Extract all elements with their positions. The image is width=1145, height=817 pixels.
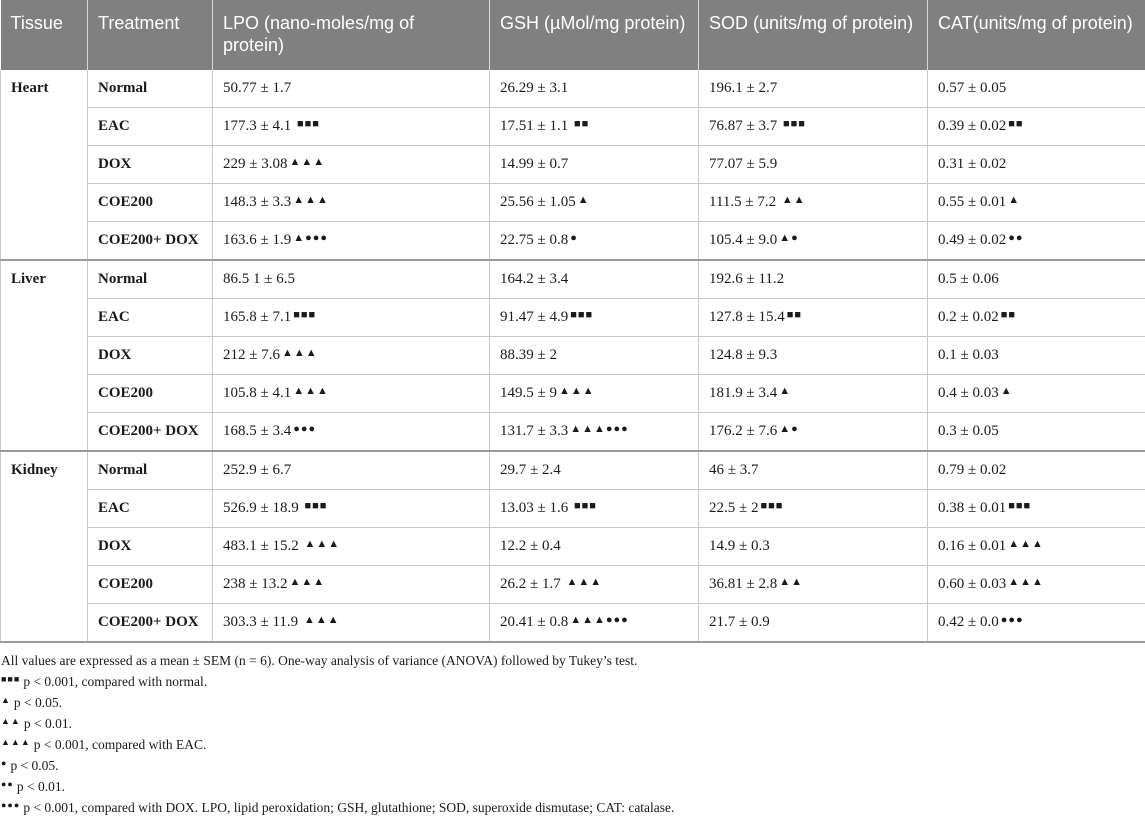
table-row bbox=[1, 222, 1145, 261]
value-cell bbox=[928, 604, 1145, 643]
footnote-marker: ■■■ bbox=[1, 674, 21, 684]
value-cell bbox=[928, 108, 1145, 146]
value-text: 229 ± 3.08 bbox=[223, 156, 288, 172]
value-cell bbox=[213, 222, 490, 261]
tissue-cell: Liver bbox=[1, 260, 88, 451]
value-cell bbox=[928, 375, 1145, 413]
value-cell bbox=[699, 184, 928, 222]
value-text: 22.75 ± 0.8 bbox=[500, 232, 569, 248]
value-cell bbox=[213, 490, 490, 528]
table-row bbox=[1, 451, 1145, 490]
significance-marker: ●●● bbox=[293, 423, 317, 435]
significance-marker: ■■■ bbox=[573, 500, 597, 512]
significance-marker: ■■■ bbox=[570, 309, 594, 321]
footnote-line bbox=[1, 691, 1145, 712]
footnote-marker: ●● bbox=[1, 779, 14, 789]
significance-marker: ▲▲▲ bbox=[304, 538, 341, 550]
value-text: 164.2 ± 3.4 bbox=[500, 271, 569, 287]
significance-marker: ▲▲▲ bbox=[303, 614, 340, 626]
value-cell bbox=[490, 413, 699, 452]
significance-marker: ▲▲▲ bbox=[293, 385, 329, 397]
footnote-text: p < 0.001, compared with normal. bbox=[23, 674, 208, 689]
value-text: 124.8 ± 9.3 bbox=[709, 347, 778, 363]
value-cell bbox=[213, 146, 490, 184]
significance-marker: ■■ bbox=[1000, 309, 1017, 321]
footnote-text: p < 0.01. bbox=[16, 779, 65, 794]
significance-marker: ▲▲▲●●● bbox=[570, 614, 629, 626]
value-text: 0.16 ± 0.01 bbox=[938, 538, 1007, 554]
significance-marker: ▲ bbox=[1000, 385, 1013, 397]
value-text: 238 ± 13.2 bbox=[223, 576, 288, 592]
value-cell bbox=[490, 146, 699, 184]
value-text: 21.7 ± 0.9 bbox=[709, 614, 770, 630]
value-cell bbox=[213, 375, 490, 413]
header-row bbox=[1, 0, 1145, 70]
table-row bbox=[1, 260, 1145, 299]
treatment-cell: COE200 bbox=[88, 184, 213, 222]
value-text: 12.2 ± 0.4 bbox=[500, 538, 561, 554]
table-row bbox=[1, 528, 1145, 566]
value-cell bbox=[699, 604, 928, 643]
value-cell bbox=[928, 528, 1145, 566]
value-cell bbox=[490, 337, 699, 375]
footnote-line bbox=[1, 775, 1145, 796]
significance-marker: ■■ bbox=[573, 118, 590, 130]
value-cell bbox=[213, 413, 490, 452]
value-cell bbox=[699, 375, 928, 413]
footnote-line bbox=[1, 796, 1145, 817]
significance-marker: ▲▲▲ bbox=[289, 156, 326, 168]
value-cell bbox=[490, 528, 699, 566]
significance-marker: ▲▲ bbox=[779, 576, 804, 588]
value-cell bbox=[928, 146, 1145, 184]
value-cell bbox=[213, 184, 490, 222]
table-row bbox=[1, 490, 1145, 528]
table-row bbox=[1, 604, 1145, 643]
value-cell bbox=[490, 604, 699, 643]
value-text: 303.3 ± 11.9 bbox=[223, 614, 302, 630]
header-sod: SOD (units/mg of protein) bbox=[699, 0, 928, 70]
value-text: 88.39 ± 2 bbox=[500, 347, 557, 363]
footnote-marker: ▲ bbox=[1, 695, 11, 705]
value-cell bbox=[699, 108, 928, 146]
value-text: 0.79 ± 0.02 bbox=[938, 462, 1007, 478]
treatment-cell: DOX bbox=[88, 528, 213, 566]
value-text: 0.5 ± 0.06 bbox=[938, 271, 999, 287]
value-cell bbox=[699, 260, 928, 299]
footnote-line bbox=[1, 754, 1145, 775]
value-cell bbox=[928, 566, 1145, 604]
value-text: 76.87 ± 3.7 bbox=[709, 118, 781, 134]
value-text: 20.41 ± 0.8 bbox=[500, 614, 569, 630]
significance-marker: ■■ bbox=[1008, 118, 1024, 130]
value-text: 252.9 ± 6.7 bbox=[223, 462, 292, 478]
value-cell bbox=[699, 222, 928, 261]
value-cell bbox=[928, 490, 1145, 528]
header-treatment: Treatment bbox=[88, 0, 213, 70]
value-cell bbox=[213, 108, 490, 146]
footnote-text: p < 0.001, compared with DOX. LPO, lipid peroxidation; GSH, glutathione; SOD, superoxide dismutase; CAT: catalase. bbox=[23, 800, 675, 815]
value-text: 77.07 ± 5.9 bbox=[709, 156, 778, 172]
value-text: 14.9 ± 0.3 bbox=[709, 538, 770, 554]
treatment-cell: EAC bbox=[88, 299, 213, 337]
treatment-cell: EAC bbox=[88, 490, 213, 528]
value-text: 196.1 ± 2.7 bbox=[709, 80, 778, 96]
table-row bbox=[1, 413, 1145, 452]
significance-marker: ▲ bbox=[779, 385, 792, 397]
significance-marker: ▲ bbox=[577, 194, 590, 206]
value-text: 163.6 ± 1.9 bbox=[223, 232, 292, 248]
value-cell bbox=[213, 260, 490, 299]
header-cat: CAT(units/mg of protein) bbox=[928, 0, 1145, 70]
value-cell bbox=[490, 566, 699, 604]
value-cell bbox=[699, 528, 928, 566]
table-row bbox=[1, 299, 1145, 337]
table-row bbox=[1, 566, 1145, 604]
table-row bbox=[1, 184, 1145, 222]
table-body bbox=[1, 70, 1145, 642]
value-text: 165.8 ± 7.1 bbox=[223, 309, 292, 325]
significance-marker: ▲▲▲ bbox=[558, 385, 595, 397]
significance-marker: ■■■ bbox=[760, 500, 784, 512]
significance-marker: ■■ bbox=[786, 309, 803, 321]
value-text: 526.9 ± 18.9 bbox=[223, 500, 303, 516]
treatment-cell: DOX bbox=[88, 337, 213, 375]
table-row bbox=[1, 70, 1145, 108]
tissue-cell: Kidney bbox=[1, 451, 88, 642]
value-text: 131.7 ± 3.3 bbox=[500, 423, 569, 439]
tissue-cell: Heart bbox=[1, 70, 88, 260]
value-text: 212 ± 7.6 bbox=[223, 347, 280, 363]
footnote-main: All values are expressed as a mean ± SEM (n = 6). One-way analysis of variance (ANOVA) followed by Tukey’s test. bbox=[1, 653, 638, 668]
value-text: 105.4 ± 9.0 bbox=[709, 232, 778, 248]
treatment-cell: EAC bbox=[88, 108, 213, 146]
treatment-cell: COE200 bbox=[88, 566, 213, 604]
significance-marker: ▲● bbox=[779, 423, 799, 435]
value-text: 0.1 ± 0.03 bbox=[938, 347, 999, 363]
value-cell bbox=[699, 490, 928, 528]
value-cell bbox=[213, 451, 490, 490]
value-cell bbox=[490, 260, 699, 299]
value-cell bbox=[490, 490, 699, 528]
significance-marker: ■■■ bbox=[304, 500, 328, 512]
value-cell bbox=[213, 566, 490, 604]
value-text: 149.5 ± 9 bbox=[500, 385, 557, 401]
value-text: 0.49 ± 0.02 bbox=[938, 232, 1007, 248]
table-row bbox=[1, 375, 1145, 413]
significance-marker: ■■■ bbox=[1008, 500, 1032, 512]
table-footnotes bbox=[0, 643, 1145, 817]
footnote-text: p < 0.001, compared with EAC. bbox=[33, 737, 207, 752]
footnote-text: p < 0.01. bbox=[23, 716, 72, 731]
footnote-text: p < 0.05. bbox=[10, 758, 59, 773]
value-cell bbox=[699, 413, 928, 452]
value-cell bbox=[699, 337, 928, 375]
value-text: 17.51 ± 1.1 bbox=[500, 118, 572, 134]
footnote-line bbox=[1, 712, 1145, 733]
value-text: 26.2 ± 1.7 bbox=[500, 576, 565, 592]
value-text: 483.1 ± 15.2 bbox=[223, 538, 303, 554]
value-cell bbox=[699, 146, 928, 184]
value-text: 46 ± 3.7 bbox=[709, 462, 759, 478]
value-text: 29.7 ± 2.4 bbox=[500, 462, 561, 478]
value-cell bbox=[928, 222, 1145, 261]
value-cell bbox=[699, 299, 928, 337]
value-cell bbox=[699, 566, 928, 604]
value-cell bbox=[490, 222, 699, 261]
significance-marker: ●● bbox=[1008, 232, 1024, 244]
significance-marker: ▲▲▲ bbox=[289, 576, 326, 588]
value-text: 0.60 ± 0.03 bbox=[938, 576, 1007, 592]
value-text: 0.3 ± 0.05 bbox=[938, 423, 999, 439]
footnote-marker: ▲▲ bbox=[1, 716, 21, 726]
footnote-line bbox=[1, 733, 1145, 754]
value-text: 86.5 1 ± 6.5 bbox=[223, 271, 295, 287]
header-lpo: LPO (nano-moles/mg of protein) bbox=[213, 0, 490, 70]
value-text: 176.2 ± 7.6 bbox=[709, 423, 778, 439]
value-text: 177.3 ± 4.1 bbox=[223, 118, 295, 134]
treatment-cell: COE200 bbox=[88, 375, 213, 413]
significance-marker: ▲▲▲ bbox=[293, 194, 329, 206]
value-text: 105.8 ± 4.1 bbox=[223, 385, 292, 401]
value-cell bbox=[213, 337, 490, 375]
value-text: 0.57 ± 0.05 bbox=[938, 80, 1007, 96]
value-cell bbox=[490, 70, 699, 108]
value-cell bbox=[928, 184, 1145, 222]
value-cell bbox=[928, 70, 1145, 108]
value-text: 14.99 ± 0.7 bbox=[500, 156, 569, 172]
value-cell bbox=[928, 299, 1145, 337]
significance-marker: ■■■ bbox=[296, 118, 320, 130]
value-text: 192.6 ± 11.2 bbox=[709, 271, 785, 287]
significance-marker: ■■■ bbox=[782, 118, 806, 130]
value-cell bbox=[928, 337, 1145, 375]
value-text: 13.03 ± 1.6 bbox=[500, 500, 572, 516]
value-text: 111.5 ± 7.2 bbox=[709, 194, 780, 210]
value-cell bbox=[928, 413, 1145, 452]
footnote-marker: ●●● bbox=[1, 800, 21, 810]
value-cell bbox=[213, 528, 490, 566]
value-text: 0.55 ± 0.01 bbox=[938, 194, 1007, 210]
treatment-cell: Normal bbox=[88, 70, 213, 108]
significance-marker: ▲▲▲ bbox=[1008, 576, 1044, 588]
treatment-cell: COE200+ DOX bbox=[88, 604, 213, 643]
value-cell bbox=[490, 108, 699, 146]
significance-marker: ▲ bbox=[1008, 194, 1021, 206]
value-cell bbox=[490, 184, 699, 222]
value-text: 50.77 ± 1.7 bbox=[223, 80, 292, 96]
treatment-cell: Normal bbox=[88, 451, 213, 490]
treatment-cell: COE200+ DOX bbox=[88, 222, 213, 261]
treatment-cell: Normal bbox=[88, 260, 213, 299]
value-text: 0.31 ± 0.02 bbox=[938, 156, 1007, 172]
value-text: 127.8 ± 15.4 bbox=[709, 309, 785, 325]
value-cell bbox=[213, 604, 490, 643]
significance-marker: ▲▲▲ bbox=[281, 347, 318, 359]
table-row bbox=[1, 108, 1145, 146]
footnote-text: p < 0.05. bbox=[13, 695, 63, 710]
value-text: 36.81 ± 2.8 bbox=[709, 576, 778, 592]
significance-marker: ▲▲▲ bbox=[1008, 538, 1044, 550]
footnote-marker: ▲▲▲ bbox=[1, 737, 31, 747]
treatment-cell: COE200+ DOX bbox=[88, 413, 213, 452]
value-text: 91.47 ± 4.9 bbox=[500, 309, 569, 325]
header-tissue: Tissue bbox=[1, 0, 88, 70]
value-cell bbox=[490, 375, 699, 413]
significance-marker: ▲●●● bbox=[293, 232, 329, 244]
footnote-line bbox=[1, 670, 1145, 691]
value-text: 26.29 ± 3.1 bbox=[500, 80, 569, 96]
value-text: 181.9 ± 3.4 bbox=[709, 385, 778, 401]
significance-marker: ▲● bbox=[779, 232, 799, 244]
table-row bbox=[1, 146, 1145, 184]
treatment-cell: DOX bbox=[88, 146, 213, 184]
value-text: 0.39 ± 0.02 bbox=[938, 118, 1007, 134]
value-cell bbox=[213, 299, 490, 337]
value-cell bbox=[928, 451, 1145, 490]
table-row bbox=[1, 337, 1145, 375]
footnote-marker: ● bbox=[1, 758, 8, 768]
significance-marker: ● bbox=[570, 232, 578, 244]
value-cell bbox=[213, 70, 490, 108]
value-cell bbox=[928, 260, 1145, 299]
value-text: 0.38 ± 0.01 bbox=[938, 500, 1007, 516]
value-text: 148.3 ± 3.3 bbox=[223, 194, 292, 210]
value-text: 0.42 ± 0.0 bbox=[938, 614, 999, 630]
significance-marker: ■■■ bbox=[293, 309, 317, 321]
value-cell bbox=[699, 70, 928, 108]
value-cell bbox=[490, 451, 699, 490]
significance-marker: ▲▲ bbox=[781, 194, 806, 206]
value-text: 0.4 ± 0.03 bbox=[938, 385, 999, 401]
significance-marker: ●●● bbox=[1000, 614, 1024, 626]
header-gsh: GSH (µMol/mg protein) bbox=[490, 0, 699, 70]
value-text: 0.2 ± 0.02 bbox=[938, 309, 999, 325]
value-cell bbox=[699, 451, 928, 490]
value-text: 168.5 ± 3.4 bbox=[223, 423, 292, 439]
value-cell bbox=[490, 299, 699, 337]
significance-marker: ▲▲▲ bbox=[566, 576, 603, 588]
significance-marker: ▲▲▲●●● bbox=[570, 423, 629, 435]
value-text: 22.5 ± 2 bbox=[709, 500, 759, 516]
value-text: 25.56 ± 1.05 bbox=[500, 194, 576, 210]
